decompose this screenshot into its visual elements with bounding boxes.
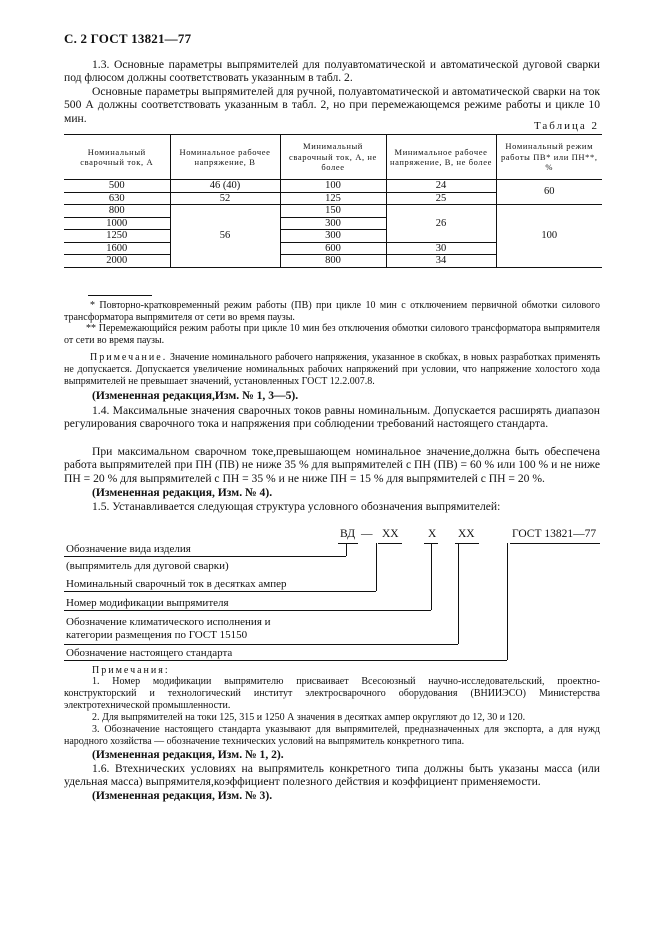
table-cell: 800 xyxy=(280,255,386,268)
edition-note-3: (Измененная редакция, Изм. № 1, 2). xyxy=(92,748,284,761)
table-cell: 56 xyxy=(170,205,280,268)
table-caption: Таблица 2 xyxy=(533,120,599,132)
table-cell: 630 xyxy=(64,192,170,205)
note-1 xyxy=(64,352,600,388)
table-cell: 100 xyxy=(280,180,386,193)
footnote-1: * Повторно-кратковременный режим работы (ПВ) при цикле 10 мин с отключением первичной обмотки силового трансформатора выпрямителя от сети во время паузы. xyxy=(64,300,600,323)
diagram-label: Номер модификации выпрямителя xyxy=(66,597,229,609)
diagram-label: Обозначение вида изделия xyxy=(66,543,191,555)
table-cell: 300 xyxy=(280,217,386,230)
note-1-label: Примечание. xyxy=(90,352,168,363)
table-cell: 30 xyxy=(386,242,496,255)
table-row xyxy=(64,205,602,218)
label-line xyxy=(64,610,431,611)
table-header-cell: Минимальный сварочный ток, А, не более xyxy=(280,135,386,180)
table-cell: 25 xyxy=(386,192,496,205)
diagram-label: Обозначение настоящего стандарта xyxy=(66,647,233,659)
paragraph-1-5: 1.5. Устанавливается следующая структура условного обозначения выпрямителей: xyxy=(92,500,501,513)
diagram-label: (выпрямитель для дуговой сварки) xyxy=(66,560,229,572)
table-cell: 1250 xyxy=(64,230,170,243)
table-cell: 26 xyxy=(386,205,496,243)
table-cell: 52 xyxy=(170,192,280,205)
code-underline xyxy=(378,543,402,544)
notes-2-label: Примечания: xyxy=(92,665,170,676)
diagram-label: категории размещения по ГОСТ 15150 xyxy=(66,629,248,641)
diagram-label: Обозначение климатического исполнения и xyxy=(66,616,271,628)
connector-line xyxy=(458,543,459,644)
note-2-1: 1. Номер модификации выпрямителю присваивает Всесоюзный научно-исследовательский, проектно-конструкторский и технологический институт электросварочного оборудования (ВНИИЭСО) Министерства электротехнической промышленности. xyxy=(64,676,600,711)
edition-note-1: (Измененная редакция,Изм. № 1, 3—5). xyxy=(92,389,299,402)
table-cell: 46 (40) xyxy=(170,180,280,193)
label-line xyxy=(64,644,458,645)
table-2 xyxy=(64,134,602,268)
table-cell: 1000 xyxy=(64,217,170,230)
label-line xyxy=(64,660,507,661)
paragraph-1-3: 1.3. Основные параметры выпрямителей для полуавтоматической и автоматической дуговой сварки под флюсом должны соответствовать указанным в табл. 2. xyxy=(64,58,600,85)
connector-line xyxy=(431,543,432,610)
diagram-label: Номинальный сварочный ток в десятках ампер xyxy=(66,578,287,590)
note-2-2: 2. Для выпрямителей на токи 125, 315 и 1250 А значения в десятках ампер округляют до 12, 30 и 120. xyxy=(92,712,526,723)
connector-line xyxy=(507,543,508,660)
edition-note-2: (Измененная редакция, Изм. № 4). xyxy=(92,486,273,499)
table-cell: 1600 xyxy=(64,242,170,255)
table-cell: 500 xyxy=(64,180,170,193)
table-header-cell: Номинальный режим работы ПВ* или ПН**, % xyxy=(496,135,602,180)
paragraph-1-4: 1.4. Максимальные значения сварочных токов равны номинальным. Допускается расширять диапазон регулирования сварочного тока и напряжения при соблюдении требований настоящего стандарта. xyxy=(64,404,600,431)
table-cell: 2000 xyxy=(64,255,170,268)
edition-note-4: (Измененная редакция, Изм. № 3). xyxy=(92,789,273,802)
code-gost: ГОСТ 13821—77 xyxy=(512,528,597,540)
paragraph-1-3-b: Основные параметры выпрямителей для ручной, полуавтоматической и автоматической сварки на ток 500 А должны соответствовать указанным в табл. 2, но при перемежающемся режиме работы и цикле 10 мин. xyxy=(64,85,600,125)
table-cell: 800 xyxy=(64,205,170,218)
code-underline xyxy=(510,543,600,544)
code-underline xyxy=(338,543,358,544)
table-row xyxy=(64,180,602,193)
table-cell: 24 xyxy=(386,180,496,193)
footnote-2: ** Перемежающийся режим работы при цикле 10 мин без отключения обмотки силового трансформатора выпрямителя от сети во время паузы. xyxy=(64,323,600,346)
code-x-modification: X xyxy=(428,528,437,540)
table-cell: 150 xyxy=(280,205,386,218)
label-line xyxy=(64,556,346,557)
code-dash: — xyxy=(361,528,373,540)
page-header: С. 2 ГОСТ 13821—77 xyxy=(64,31,192,46)
table-cell: 100 xyxy=(496,205,602,268)
code-xx-current: XX xyxy=(382,528,399,540)
note-1-text: Значение номинального рабочего напряжения, указанное в скобках, в новых разработках применять не допускается. Допускается увеличение номинальных рабочих напряжений при условии, что напряжение холостого хода выпрямителей не превышает значений, установленных ГОСТ 12.2.007.8. xyxy=(64,352,601,387)
table-cell: 60 xyxy=(496,180,602,205)
connector-line xyxy=(376,543,377,591)
table-cell: 300 xyxy=(280,230,386,243)
table-cell: 125 xyxy=(280,192,386,205)
table-cell: 34 xyxy=(386,255,496,268)
table-cell: 600 xyxy=(280,242,386,255)
code-xx-climate: XX xyxy=(458,528,475,540)
table-header-cell: Номинальное рабочее напряжение, В xyxy=(170,135,280,180)
paragraph-1-4-b: При максимальном сварочном токе,превышающем номинальное значение,должна быть обеспечена работа выпрямителей при ПН (ПВ) не ниже 35 % для выпрямителей с ПН (ПВ) = 60 % или 100 % и не ниже ПН = 20 % для выпрямителей с ПН = 35 % и не ниже ПН = 15 % для выпрямителей с ПН = 20 %. xyxy=(64,445,600,485)
table-header-cell: Минимальное рабочее напряжение, В, не более xyxy=(386,135,496,180)
table-header-cell: Номинальный сварочный ток, А xyxy=(64,135,170,180)
table-header-row xyxy=(64,135,602,180)
code-vd: ВД xyxy=(340,528,356,540)
paragraph-1-6: 1.6. Втехнических условиях на выпрямитель конкретного типа должны быть указаны масса (или удельная масса) выпрямителя,коэффициент полезного действия и коэффициент применяемости. xyxy=(64,762,600,789)
connector-line xyxy=(346,543,347,556)
note-2-3: 3. Обозначение настоящего стандарта указывают для выпрямителей, предназначенных для экспорта, а для нужд народного хозяйства — обозначение технических условий на выпрямитель конкретного типа. xyxy=(64,724,600,747)
footnote-divider xyxy=(88,295,152,296)
label-line xyxy=(64,591,376,592)
